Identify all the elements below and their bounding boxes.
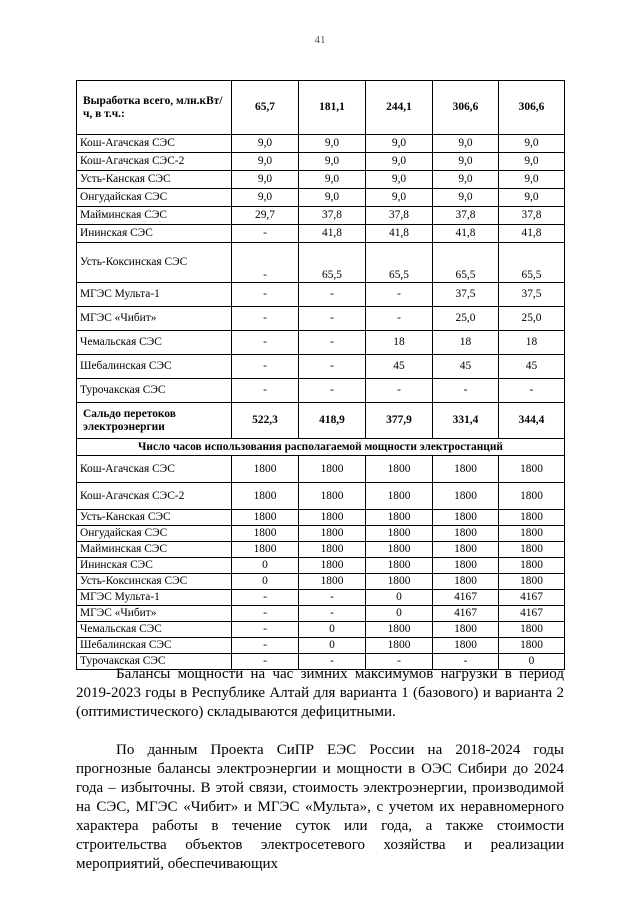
hours-value: - xyxy=(433,654,499,670)
generation-value: 9,0 xyxy=(232,171,299,189)
generation-total-value: 181,1 xyxy=(299,81,366,135)
generation-row xyxy=(77,355,565,379)
hours-value: 0 xyxy=(366,606,433,622)
hours-value: 4167 xyxy=(499,590,565,606)
generation-value: - xyxy=(499,379,565,403)
saldo-value: 377,9 xyxy=(366,403,433,439)
paragraph-2: По данным Проекта СиПР ЕЭС России на 2018-2024 годы прогнозные балансы электроэнергии и мощности в ОЭС Сибири до 2024 года – избыточны. В этой связи, стоимость электроэнергии, производимой на СЭС, МГЭС «Чибит» и МГЭС «Мульта», с учетом их неравномерного характера работы в течение суток или года, а также стоимости строительства объектов электросетевого хозяйства и реализации мероприятий, обеспечивающих xyxy=(76,742,564,872)
station-name: Майминская СЭС xyxy=(77,542,232,558)
generation-row xyxy=(77,135,565,153)
generation-row xyxy=(77,171,565,189)
generation-value: 45 xyxy=(366,355,433,379)
generation-value: 9,0 xyxy=(299,153,366,171)
generation-value: 45 xyxy=(433,355,499,379)
station-name: Кош-Агачская СЭС xyxy=(77,456,232,483)
generation-value: - xyxy=(366,283,433,307)
page-number: 41 xyxy=(314,34,326,46)
generation-row xyxy=(77,307,565,331)
hours-row xyxy=(77,606,565,622)
hours-value: - xyxy=(232,622,299,638)
generation-value: 9,0 xyxy=(232,189,299,207)
generation-value: 9,0 xyxy=(433,135,499,153)
generation-value: - xyxy=(299,307,366,331)
hours-value: 1800 xyxy=(433,622,499,638)
generation-value: 37,8 xyxy=(366,207,433,225)
generation-value: - xyxy=(232,331,299,355)
generation-value: 9,0 xyxy=(433,153,499,171)
saldo-label: Сальдо перетоков электроэнергии xyxy=(77,403,232,439)
hours-value: 4167 xyxy=(433,590,499,606)
generation-value: 9,0 xyxy=(299,171,366,189)
station-name: Онгудайская СЭС xyxy=(77,189,232,207)
hours-value: 1800 xyxy=(232,542,299,558)
generation-row xyxy=(77,243,565,283)
hours-value: 1800 xyxy=(366,574,433,590)
hours-row xyxy=(77,558,565,574)
hours-row xyxy=(77,456,565,483)
generation-value: 9,0 xyxy=(232,153,299,171)
generation-value: 29,7 xyxy=(232,207,299,225)
generation-total-value: 65,7 xyxy=(232,81,299,135)
hours-row xyxy=(77,590,565,606)
station-name: Усть-Канская СЭС xyxy=(77,510,232,526)
hours-value: - xyxy=(232,654,299,670)
generation-value: - xyxy=(299,379,366,403)
hours-value: 1800 xyxy=(232,510,299,526)
generation-value: - xyxy=(366,379,433,403)
generation-value: - xyxy=(366,307,433,331)
generation-total-value: 306,6 xyxy=(433,81,499,135)
generation-value: 37,8 xyxy=(299,207,366,225)
hours-value: 1800 xyxy=(366,456,433,483)
hours-row xyxy=(77,483,565,510)
generation-total-row xyxy=(77,81,565,135)
hours-value: 0 xyxy=(299,622,366,638)
generation-value: 9,0 xyxy=(366,153,433,171)
generation-total-value: 244,1 xyxy=(366,81,433,135)
generation-value: - xyxy=(299,355,366,379)
hours-value: 1800 xyxy=(299,558,366,574)
hours-value: 1800 xyxy=(366,622,433,638)
generation-value: - xyxy=(232,225,299,243)
station-name: Шебалинская СЭС xyxy=(77,638,232,654)
hours-value: 1800 xyxy=(499,638,565,654)
hours-value: - xyxy=(232,638,299,654)
generation-total-value: 306,6 xyxy=(499,81,565,135)
generation-value: - xyxy=(232,355,299,379)
generation-value: 37,8 xyxy=(433,207,499,225)
hours-row xyxy=(77,638,565,654)
hours-value: 1800 xyxy=(499,526,565,542)
hours-value: 0 xyxy=(366,590,433,606)
hours-value: - xyxy=(232,590,299,606)
hours-section-row xyxy=(77,439,565,456)
hours-section-title: Число часов использования располагаемой мощности электростанций xyxy=(77,439,565,456)
hours-value: 1800 xyxy=(433,456,499,483)
station-name: МГЭС «Чибит» xyxy=(77,606,232,622)
hours-value: 0 xyxy=(299,638,366,654)
generation-value: 37,5 xyxy=(499,283,565,307)
generation-row xyxy=(77,207,565,225)
generation-value: 25,0 xyxy=(433,307,499,331)
station-name: Усть-Коксинская СЭС xyxy=(77,243,232,283)
station-name: Ининская СЭС xyxy=(77,225,232,243)
station-name: Ининская СЭС xyxy=(77,558,232,574)
hours-value: 1800 xyxy=(499,622,565,638)
hours-value: 1800 xyxy=(499,542,565,558)
generation-value: - xyxy=(299,331,366,355)
station-name: Чемальская СЭС xyxy=(77,331,232,355)
generation-value: - xyxy=(232,307,299,331)
hours-value: 0 xyxy=(232,574,299,590)
hours-value: 4167 xyxy=(499,606,565,622)
generation-value: 18 xyxy=(433,331,499,355)
generation-row xyxy=(77,189,565,207)
generation-value: 9,0 xyxy=(499,135,565,153)
station-name: Майминская СЭС xyxy=(77,207,232,225)
generation-value: 41,8 xyxy=(299,225,366,243)
generation-value: 41,8 xyxy=(366,225,433,243)
generation-value: - xyxy=(433,379,499,403)
generation-value: - xyxy=(232,283,299,307)
saldo-value: 331,4 xyxy=(433,403,499,439)
generation-value: 9,0 xyxy=(366,189,433,207)
station-name: Чемальская СЭС xyxy=(77,622,232,638)
station-name: МГЭС Мульта-1 xyxy=(77,283,232,307)
hours-value: 1800 xyxy=(433,483,499,510)
hours-value: 0 xyxy=(232,558,299,574)
generation-value: - xyxy=(232,243,299,283)
hours-value: 1800 xyxy=(366,510,433,526)
generation-value: - xyxy=(232,379,299,403)
generation-row xyxy=(77,283,565,307)
generation-value: 65,5 xyxy=(299,243,366,283)
generation-value: 41,8 xyxy=(499,225,565,243)
generation-value: 41,8 xyxy=(433,225,499,243)
hours-value: 1800 xyxy=(433,574,499,590)
hours-value: 1800 xyxy=(499,456,565,483)
hours-value: 1800 xyxy=(433,510,499,526)
energy-balance-table xyxy=(76,80,565,670)
hours-row xyxy=(77,574,565,590)
hours-row xyxy=(77,542,565,558)
generation-value: 9,0 xyxy=(499,171,565,189)
hours-value: - xyxy=(232,606,299,622)
hours-value: 1800 xyxy=(433,526,499,542)
station-name: Кош-Агачская СЭС xyxy=(77,135,232,153)
hours-value: 1800 xyxy=(499,483,565,510)
saldo-value: 344,4 xyxy=(499,403,565,439)
generation-value: 37,8 xyxy=(499,207,565,225)
generation-value: 9,0 xyxy=(366,135,433,153)
station-name: МГЭС «Чибит» xyxy=(77,307,232,331)
hours-value: - xyxy=(299,590,366,606)
hours-value: 1800 xyxy=(433,558,499,574)
hours-value: 1800 xyxy=(232,526,299,542)
station-name: Кош-Агачская СЭС-2 xyxy=(77,483,232,510)
station-name: Онгудайская СЭС xyxy=(77,526,232,542)
hours-value: - xyxy=(299,654,366,670)
station-name: Усть-Канская СЭС xyxy=(77,171,232,189)
generation-row xyxy=(77,379,565,403)
generation-value: 65,5 xyxy=(499,243,565,283)
hours-value: 1800 xyxy=(299,483,366,510)
hours-value: 1800 xyxy=(366,638,433,654)
generation-value: - xyxy=(299,283,366,307)
hours-value: 1800 xyxy=(499,574,565,590)
station-name: МГЭС Мульта-1 xyxy=(77,590,232,606)
generation-row xyxy=(77,225,565,243)
generation-value: 45 xyxy=(499,355,565,379)
station-name: Шебалинская СЭС xyxy=(77,355,232,379)
generation-value: 9,0 xyxy=(366,171,433,189)
hours-row xyxy=(77,510,565,526)
generation-value: 9,0 xyxy=(232,135,299,153)
station-name: Усть-Коксинская СЭС xyxy=(77,574,232,590)
station-name: Кош-Агачская СЭС-2 xyxy=(77,153,232,171)
hours-value: 1800 xyxy=(299,542,366,558)
hours-value: 1800 xyxy=(232,456,299,483)
generation-value: 9,0 xyxy=(299,189,366,207)
generation-value: 18 xyxy=(366,331,433,355)
hours-value: 1800 xyxy=(299,510,366,526)
generation-value: 25,0 xyxy=(499,307,565,331)
generation-value: 37,5 xyxy=(433,283,499,307)
hours-value: 0 xyxy=(499,654,565,670)
hours-value: 1800 xyxy=(366,558,433,574)
generation-value: 65,5 xyxy=(433,243,499,283)
generation-value: 9,0 xyxy=(499,153,565,171)
paragraph-1: Балансы мощности на час зимних максимумов нагрузки в период 2019-2023 годы в Республике Алтай для варианта 1 (базового) и варианта 2 (оптимистического) складываются дефицитными. xyxy=(76,666,564,720)
hours-value: 1800 xyxy=(366,542,433,558)
hours-value: 1800 xyxy=(366,526,433,542)
generation-value: 18 xyxy=(499,331,565,355)
hours-value: - xyxy=(299,606,366,622)
hours-value: 1800 xyxy=(299,526,366,542)
hours-value: 1800 xyxy=(366,483,433,510)
hours-value: 1800 xyxy=(433,638,499,654)
station-name: Турочакская СЭС xyxy=(77,654,232,670)
hours-value: - xyxy=(366,654,433,670)
generation-value: 9,0 xyxy=(299,135,366,153)
hours-value: 1800 xyxy=(232,483,299,510)
generation-row xyxy=(77,153,565,171)
hours-value: 1800 xyxy=(299,574,366,590)
hours-row xyxy=(77,526,565,542)
hours-value: 1800 xyxy=(499,510,565,526)
generation-value: 65,5 xyxy=(366,243,433,283)
saldo-row xyxy=(77,403,565,439)
hours-row xyxy=(77,622,565,638)
hours-value: 1800 xyxy=(299,456,366,483)
hours-value: 1800 xyxy=(499,558,565,574)
generation-value: 9,0 xyxy=(433,171,499,189)
hours-value: 4167 xyxy=(433,606,499,622)
hours-value: 1800 xyxy=(433,542,499,558)
generation-value: 9,0 xyxy=(499,189,565,207)
saldo-value: 522,3 xyxy=(232,403,299,439)
generation-row xyxy=(77,331,565,355)
saldo-value: 418,9 xyxy=(299,403,366,439)
generation-value: 9,0 xyxy=(433,189,499,207)
generation-total-label: Выработка всего, млн.кВт/ч, в т.ч.: xyxy=(77,81,232,135)
station-name: Турочакская СЭС xyxy=(77,379,232,403)
